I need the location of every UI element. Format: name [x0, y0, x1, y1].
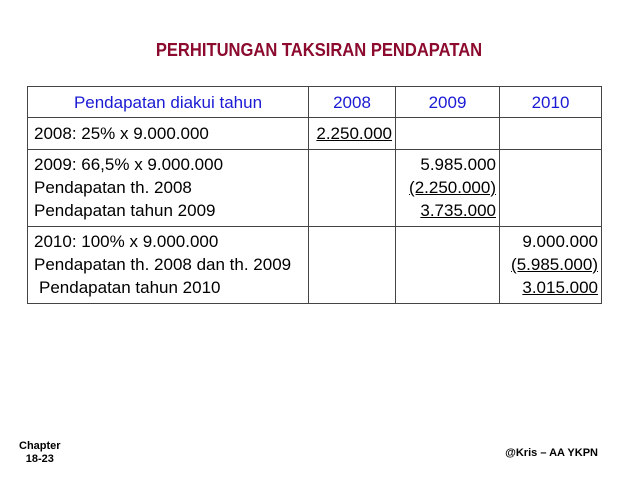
value-2010-revenue: 3.015.000 [522, 278, 598, 297]
desc-line: 2010: 100% x 9.000.000 [34, 232, 219, 251]
revenue-table [27, 86, 602, 304]
cell-desc-2009 [28, 150, 309, 227]
cell-desc-2010 [28, 227, 309, 304]
value-2008-revenue: 2.250.000 [316, 124, 392, 143]
cell-2010-values [500, 227, 602, 304]
cell-empty [309, 227, 396, 304]
revenue-table-container [27, 86, 601, 304]
chapter-label [19, 440, 61, 466]
header-description: Pendapatan diakui tahun [28, 87, 309, 118]
chapter-number: 18-23 [25, 453, 54, 465]
table-row-2009 [28, 150, 602, 227]
cell-2008-value [309, 118, 396, 150]
value-2010-prior: (5.985.000) [511, 255, 598, 274]
desc-line: 2009: 66,5% x 9.000.000 [34, 155, 224, 174]
desc-line: Pendapatan tahun 2010 [39, 278, 221, 297]
value-2009-revenue: 3.735.000 [420, 201, 496, 220]
chapter-text: Chapter [19, 440, 61, 452]
value-2009-cumulative: 5.985.000 [420, 155, 496, 174]
header-2009: 2009 [396, 87, 500, 118]
header-2010: 2010 [500, 87, 602, 118]
table-header-row [28, 87, 602, 118]
cell-desc-2008 [28, 118, 309, 150]
cell-empty [396, 227, 500, 304]
desc-line: Pendapatan tahun 2009 [34, 201, 216, 220]
credit-text: @Kris – AA YKPN [505, 447, 598, 459]
header-2008: 2008 [309, 87, 396, 118]
table-row-2008 [28, 118, 602, 150]
table-row-2010 [28, 227, 602, 304]
desc-line: Pendapatan th. 2008 [34, 178, 192, 197]
value-2010-cumulative: 9.000.000 [522, 232, 598, 251]
cell-2009-values [396, 150, 500, 227]
cell-empty [309, 150, 396, 227]
desc-line: Pendapatan th. 2008 dan th. 2009 [34, 255, 292, 274]
cell-empty [500, 150, 602, 227]
page-title: PERHITUNGAN TAKSIRAN PENDAPATAN [155, 40, 483, 60]
cell-empty [396, 118, 500, 150]
cell-empty [500, 118, 602, 150]
desc-line: 2008: 25% x 9.000.000 [34, 124, 209, 143]
value-2009-prior: (2.250.000) [409, 178, 496, 197]
